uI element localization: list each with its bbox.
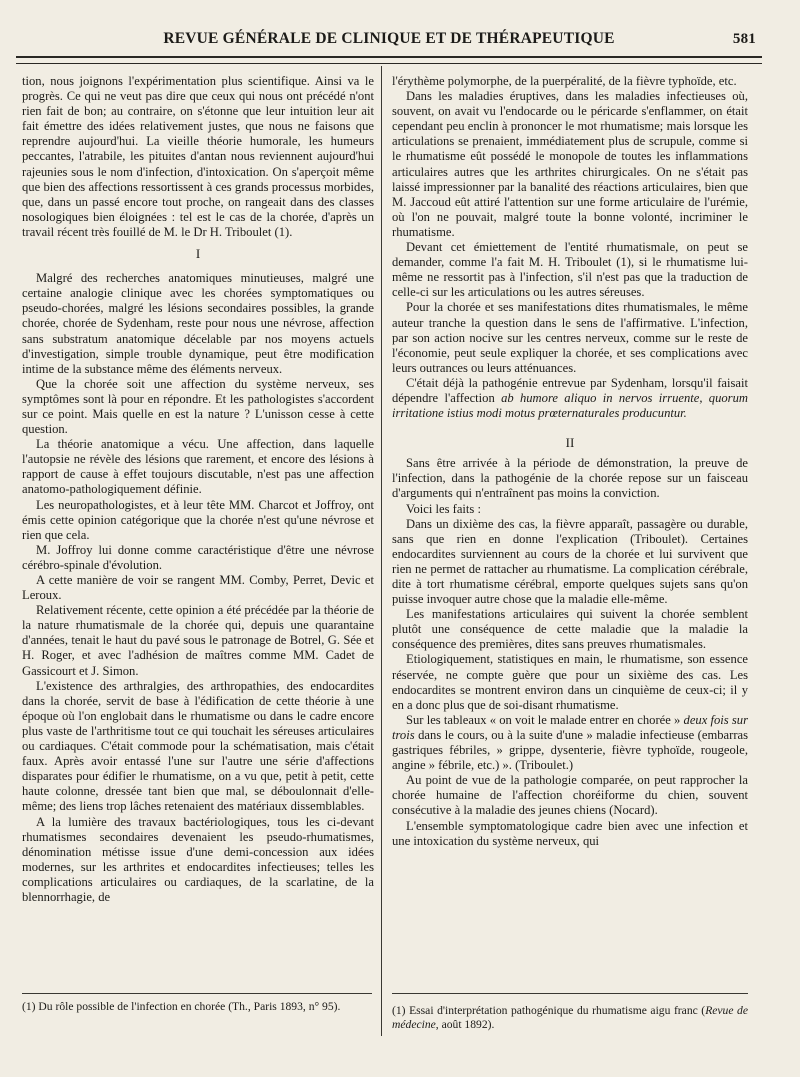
footnote-rule-right: [392, 993, 748, 994]
section-heading-2: II: [565, 435, 575, 451]
paragraph: Etiologiquement, statistiques en main, le rhumatisme, son essence réservée, ne compte guère que pour un sixième des cas. Les endocardites se montrent environ dans un cinquième de ceux-ci; il y en a donc plus que de soi-disant rhumatisme.: [392, 652, 748, 712]
right-column: [392, 74, 748, 849]
paragraph: A la lumière des travaux bactériologiques, tous les ci-devant rhumatismes secondaires devenaient les pseudo-rhumatismes, dénomination métisse issue d'une demi-concession aux idées modernes, sur les arthrites et endocardites infectieuses; telles les complications articulaires ou cardiaques, de la scarlatine, de la blennorrhagie, de: [22, 814, 374, 904]
continuation-paragraph: l'érythème polymorphe, de la puerpéralité, de la fièvre typhoïde, etc.: [392, 74, 737, 88]
footnote-left: (1) Du rôle possible de l'infection en chorée (Th., Paris 1893, n° 95).: [22, 1000, 341, 1013]
header-rule-thin: [16, 63, 762, 64]
left-column: [22, 74, 374, 905]
running-header: [16, 28, 762, 50]
paragraph: Les neuropathologistes, et à leur tête MM. Charcot et Joffroy, ont émis cette opinion catégorique que la chorée n'est qu'une névrose et rien que cela.: [22, 497, 374, 542]
latin-quote: ab humore aliquo in nervos irruente, quorum irritatione istius modi motus prœternaturales producuntur.: [392, 390, 748, 421]
sydenham-text: C'était déjà la pathogénie entrevue par Sydenham, lorsqu'il faisait dépendre l'affection: [392, 375, 748, 405]
footnote-right: [392, 1004, 748, 1032]
paragraph: Sans être arrivée à la période de démonstration, la preuve de l'infection, dans la pathogénie de la chorée repose sur un faisceau d'arguments qui n'entraînent pas moins la conviction.: [392, 456, 748, 501]
paragraph: Devant cet émiettement de l'entité rhumatismale, on peut se demander, comme l'a fait M. H. Triboulet (1), si le rhumatisme lui-même ne ressortit pas à l'infection, s'il n'est pas que la traduction de celle-ci sur les articulations ou les autres séreuses.: [392, 240, 748, 300]
paragraph: La théorie anatomique a vécu. Une affection, dans laquelle l'autopsie ne révèle des lésions que rarement, et encore des lésions à rapport de cause à effet toujours discutable, n'est pas une affection anatomo-pathologiquement définie.: [22, 437, 374, 497]
paragraph: L'existence des arthralgies, des arthropathies, des endocardites dans la chorée, servit de base à l'édification de cette théorie à une époque où l'on englobait dans le rhumatisme ou dans le cadre encore plus vaste de l'arthritisme tout ce qui touchait les séreuses articulaires ou cardiaques. C'était commode pour la schématisation, mais c'était faux. Après avoir entassé l'une sur l'autre une série d'affections disparates pour édifier le rhumatisme, on a vu que, petit à petit, cette haute colonne, dressée tant bien que mal, se déboulonnait d'elle-même; des liens trop lâches retenaient des matériaux dissemblables.: [22, 678, 374, 814]
header-rule: [16, 56, 762, 58]
paragraph: Dans les maladies éruptives, dans les maladies infectieuses où, souvent, on avait vu l'endocarde ou le péricarde s'enflammer, on était cependant peu enclin à prononcer le mot rhumatisme; mais lorsque les articulations se prenaient, immédiatement plus de scrupule, comme si le rhumatisme eût possédé le monopole de toutes les inflammations articulaires autres que les arthrites chirurgicales. On ne s'était pas laissé impressionner par la banalité des réactions articulaires, bien que M. Jaccoud eût attiré l'attention sur une forme articulaire de l'urémie, où l'on ne pouvait, malgré toute la bonne volonté, incriminer le rhumatisme.: [392, 89, 748, 239]
paragraph: Au point de vue de la pathologie comparée, on peut rapprocher la chorée humaine de l'affection choréiforme du chien, souvent consécutive à la maladie des jeunes chiens (Nocard).: [392, 773, 748, 818]
footnote-right-text: (1) Essai d'interprétation pathogénique du rhumatisme aigu franc (: [392, 1004, 706, 1017]
tableaux-paragraph: [392, 713, 748, 773]
sydenham-paragraph: [392, 376, 748, 421]
page-number: 581: [732, 30, 756, 47]
paragraph: Pour la chorée et ses manifestations dites rhumatismales, le même auteur tranche la question dans le sens de l'affirmative. L'infection, par son action nocive sur les centres nerveux, comme sur le reste de l'économie, peut seule expliquer la chorée, et ses complications avec leurs outrances ou leurs atténuances.: [392, 300, 748, 375]
section-heading-1: I: [195, 246, 201, 262]
footnote-rule-left: [22, 993, 372, 994]
footnote-right-end: , août 1892).: [435, 1018, 495, 1031]
paragraph: Malgré des recherches anatomiques minutieuses, malgré une certaine analogie clinique avec les chorées symptomatiques ou pseudo-chorées, malgré les lésions secondaires possibles, la grande chorée, chorée de Sydenham, reste pour nous une névrose, affection sans substratum anatomique décelable par nos moyens actuels d'investigation, simple trouble dynamique, peut être modification intime de la substance même des éléments nerveux.: [22, 271, 374, 376]
tableaux-text-end: dans le cours, ou à la suite d'une » maladie infectieuse (embarras gastriques fébriles, » grippe, dysenterie, fièvre typhoïde, rougeole, angine » fébrile, etc.) ». (Triboulet.): [392, 727, 748, 773]
paragraph: Les manifestations articulaires qui suivent la chorée semblent plutôt une conséquence de cette maladie que la maladie la conséquence des premières, dites sans preuves rhumatismales.: [392, 607, 748, 652]
column-divider: [381, 66, 382, 1036]
paragraph: Que la chorée soit une affection du système nerveux, ses symptômes sont là pour en répondre. Et les pathologistes s'accordent sur ce point. Mais quelle en est la nature ? L'unisson cesse à cette question.: [22, 376, 374, 437]
paragraph: Voici les faits :: [406, 501, 481, 516]
paragraph: Relativement récente, cette opinion a été précédée par la théorie de la nature rhumatismale de la chorée qui, depuis une quarantaine d'années, tenait le haut du pavé sous le patronage de Botrel, G. Sée et H. Roger, et avec l'adhésion de maîtres comme MM. Cadet de Gassicourt et J. Simon.: [22, 603, 374, 678]
tableaux-emphasis: deux fois sur trois: [392, 712, 748, 742]
footnote-journal-name: Revue de médecine: [392, 1004, 748, 1031]
paragraph: Dans un dixième des cas, la fièvre apparaît, passagère ou durable, sans que rien en donne l'explication (Triboulet). Certaines endocardites surviennent au cours de la chorée et lui survivent que rien ne permet de rattacher au rhumatisme. La complication cérébrale, dite à tort rhumatisme cérébral, emporte quelques sujets sans qu'on puisse invoquer autre chose que la maladie elle-même.: [392, 516, 748, 607]
journal-title: REVUE GÉNÉRALE DE CLINIQUE ET DE THÉRAPEUTIQUE: [163, 30, 615, 47]
paragraph: M. Joffroy lui donne comme caractéristique d'être une névrose cérébro-spinale d'évolution.: [22, 542, 374, 572]
paragraph: A cette manière de voir se rangent MM. Comby, Perret, Devic et Leroux.: [22, 573, 374, 603]
paragraph: L'ensemble symptomatologique cadre bien avec une infection et une intoxication du système nerveux, qui: [392, 818, 748, 848]
intro-paragraph: tion, nous joignons l'expérimentation plus scientifique. Ainsi va le progrès. Ce qui ne veut pas dire que ceux qui nous ont précédé n'ont rien fait de bon; au contraire, on s'étonne que leur intuition leur ait fait émettre des idées relativement justes, que nous ne faisons que reprendre aujourd'hui. La vieille théorie humorale, les humeurs peccantes, l'atrabile, les pituites d'antan nous reviennent aujourd'hui rajeunies sous le nom d'infection, d'intoxication. On s'aperçoit même que bien des affections ressortissent à ces grands processus morbides, que, dans un passé encore tout proche, on rangeait dans des classes nosologiques bien éloignées : tel est le cas de la chorée, d'après un travail récent très fouillé de M. le Dr H. Triboulet (1).: [22, 74, 374, 239]
tableaux-text: Sur les tableaux « on voit le malade entrer en chorée »: [406, 712, 684, 727]
